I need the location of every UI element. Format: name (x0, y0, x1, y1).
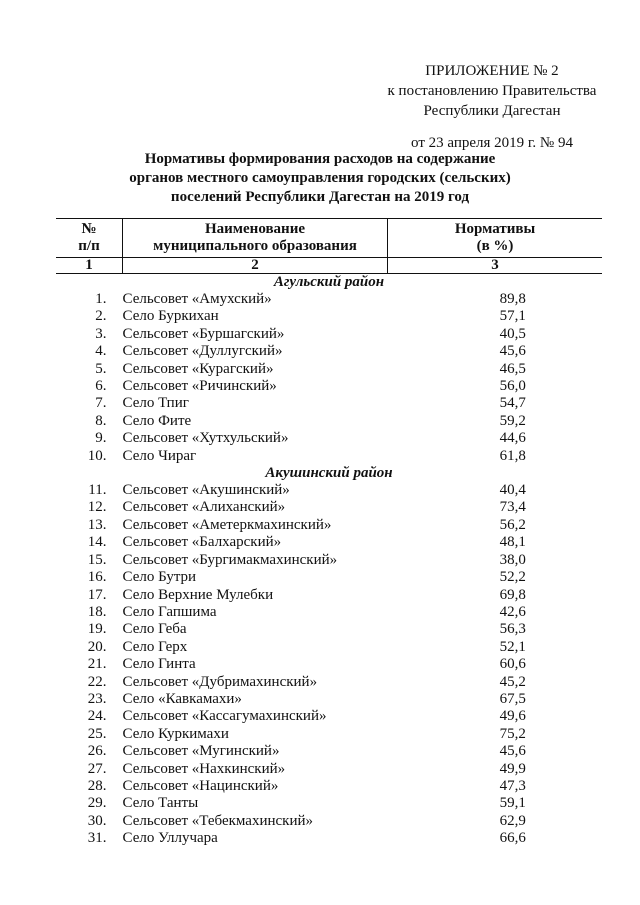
row-number: 31. (87, 830, 107, 847)
settlement-name: Сельсовет «Кассагумахинский» (122, 708, 327, 725)
settlement-name: Село Геба (122, 621, 187, 638)
norm-value: 44,6 (499, 430, 526, 447)
settlement-name: Село «Кавкамахи» (122, 690, 242, 707)
settlement-name: Сельсовет «Тебекмахинский» (122, 812, 314, 829)
norm-value: 60,6 (499, 656, 526, 673)
settlement-name: Сельсовет «Аметеркмахинский» (122, 516, 332, 533)
table-row (56, 413, 602, 430)
title-line-2: органов местного самоуправления городских (сельских) (129, 170, 511, 186)
title-line-3: поселений Республики Дагестан на 2019 год (170, 189, 470, 205)
settlement-name: Село Бутри (122, 569, 197, 586)
header-number-line-1: № (81, 221, 97, 237)
header-number (56, 219, 123, 258)
appendix-reference: к постановлению Правительства (387, 83, 597, 99)
table-row (56, 674, 602, 691)
settlement-name: Сельсовет «Мугинский» (122, 743, 280, 760)
norm-value: 61,8 (499, 447, 526, 464)
table-row (56, 517, 602, 534)
header-name-line-1: Наименование (205, 221, 305, 237)
table-row (56, 621, 602, 638)
column-number-1: 1 (56, 258, 123, 274)
table-row (56, 552, 602, 569)
row-number: 15. (87, 551, 107, 568)
row-number: 12. (87, 499, 107, 516)
table-row (56, 795, 602, 812)
norm-value: 66,6 (499, 830, 526, 847)
norm-value: 46,5 (499, 360, 526, 377)
row-number: 24. (87, 708, 107, 725)
header-norm-line-1: Нормативы (454, 221, 536, 237)
row-number: 11. (88, 482, 107, 499)
column-numbers-row (56, 258, 602, 274)
table-row (56, 378, 602, 395)
row-number: 30. (87, 812, 107, 829)
norms-table (56, 218, 602, 848)
settlement-name: Село Герх (122, 638, 188, 655)
settlement-name: Сельсовет «Алиханский» (122, 499, 286, 516)
row-number: 21. (87, 656, 107, 673)
table-row (56, 291, 602, 308)
table-row (56, 639, 602, 656)
table-row (56, 691, 602, 708)
settlement-name: Село Верхние Мулебки (122, 586, 274, 603)
row-number: 5. (95, 360, 107, 377)
table-row (56, 430, 602, 447)
table-row (56, 569, 602, 586)
row-number: 18. (87, 603, 107, 620)
row-number: 1. (95, 291, 107, 307)
settlement-name: Сельсовет «Ричинский» (122, 378, 277, 395)
row-number: 16. (87, 569, 107, 586)
settlement-name: Сельсовет «Бургимакмахинский» (122, 551, 338, 568)
table-row (56, 361, 602, 378)
table-row (56, 482, 602, 499)
settlement-name: Сельсовет «Балхарский» (122, 534, 282, 551)
settlement-name: Село Танты (122, 795, 199, 812)
norm-value: 67,5 (499, 690, 526, 707)
settlement-name: Село Гинта (122, 656, 196, 673)
row-number: 19. (87, 621, 107, 638)
norm-value: 75,2 (499, 725, 526, 742)
norm-value: 45,6 (499, 343, 526, 360)
settlement-name: Сельсовет «Нахкинский» (122, 760, 286, 777)
table-row (56, 343, 602, 360)
table-row (56, 778, 602, 795)
row-number: 23. (87, 690, 107, 707)
settlement-name: Село Тпиг (122, 395, 189, 412)
header-number-line-2: п/п (78, 238, 100, 254)
row-number: 28. (87, 777, 107, 794)
row-number: 4. (95, 343, 107, 360)
row-number: 27. (87, 760, 107, 777)
table-row (56, 813, 602, 830)
district-row (56, 465, 602, 482)
row-number: 10. (87, 447, 107, 464)
table-row (56, 726, 602, 743)
settlement-name: Село Фите (122, 412, 192, 429)
norm-value: 73,4 (499, 499, 526, 516)
row-number: 22. (87, 673, 107, 690)
district-heading: Акушинский район (265, 465, 393, 482)
table-row (56, 308, 602, 325)
row-number: 2. (95, 308, 107, 325)
table-row (56, 830, 602, 847)
norm-value: 56,0 (499, 378, 526, 395)
norm-value: 49,6 (499, 708, 526, 725)
settlement-name: Сельсовет «Курагский» (122, 360, 274, 377)
settlement-name: Сельсовет «Дубримахинский» (122, 673, 318, 690)
norm-value: 45,2 (499, 673, 526, 690)
header-norm (388, 219, 603, 258)
table-row (56, 326, 602, 343)
row-number: 25. (87, 725, 107, 742)
norm-value: 52,1 (499, 638, 526, 655)
row-number: 29. (87, 795, 107, 812)
row-number: 20. (87, 638, 107, 655)
table-row (56, 395, 602, 412)
norm-value: 89,8 (499, 291, 526, 307)
appendix-label: ПРИЛОЖЕНИЕ № 2 (425, 63, 559, 79)
table-row (56, 743, 602, 760)
norm-value: 57,1 (499, 308, 526, 325)
table-row (56, 656, 602, 673)
header-name-line-2: муниципального образования (153, 238, 357, 254)
table-row (56, 587, 602, 604)
settlement-name: Сельсовет «Акушинский» (122, 482, 290, 499)
row-number: 14. (87, 534, 107, 551)
norm-value: 45,6 (499, 743, 526, 760)
settlement-name: Сельсовет «Нацинский» (122, 777, 279, 794)
settlement-name: Сельсовет «Амухский» (122, 291, 272, 307)
norm-value: 48,1 (499, 534, 526, 551)
norm-value: 59,1 (499, 795, 526, 812)
header-norm-line-2: (в %) (476, 238, 514, 254)
settlement-name: Село Чираг (122, 447, 197, 464)
settlement-name: Село Буркихан (122, 308, 219, 325)
norm-value: 56,2 (499, 516, 526, 533)
settlement-name: Село Гапшима (122, 603, 217, 620)
appendix-date: от 23 апреля 2019 г. № 94 (411, 135, 573, 151)
column-number-2: 2 (123, 258, 388, 274)
row-number: 3. (95, 325, 107, 342)
table-row (56, 534, 602, 551)
settlement-name: Сельсовет «Дуллугский» (122, 343, 283, 360)
row-number: 6. (95, 378, 107, 395)
table-row (56, 761, 602, 778)
norm-value: 56,3 (499, 621, 526, 638)
settlement-name: Сельсовет «Буршагский» (122, 325, 285, 342)
settlement-name: Село Уллучара (122, 830, 218, 847)
header-name (123, 219, 388, 258)
appendix-republic: Республики Дагестан (423, 103, 561, 119)
row-number: 8. (95, 412, 107, 429)
row-number: 26. (87, 743, 107, 760)
table-row (56, 448, 602, 465)
norm-value: 40,5 (499, 325, 526, 342)
norms-table-wrapper (56, 218, 600, 848)
district-row (56, 274, 602, 292)
document-title (40, 150, 600, 207)
column-number-3: 3 (388, 258, 603, 274)
norm-value: 59,2 (499, 412, 526, 429)
norm-value: 54,7 (499, 395, 526, 412)
norm-value: 40,4 (499, 482, 526, 499)
table-header-row (56, 219, 602, 258)
settlement-name: Село Куркимахи (122, 725, 229, 742)
norm-value: 38,0 (499, 551, 526, 568)
row-number: 17. (87, 586, 107, 603)
row-number: 9. (95, 430, 107, 447)
norm-value: 52,2 (499, 569, 526, 586)
title-line-1: Нормативы формирования расходов на содержание (144, 151, 496, 167)
norm-value: 47,3 (499, 777, 526, 794)
row-number: 7. (95, 395, 107, 412)
row-number: 13. (87, 516, 107, 533)
district-heading: Агульский район (273, 274, 385, 290)
norm-value: 42,6 (499, 603, 526, 620)
settlement-name: Сельсовет «Хутхульский» (122, 430, 289, 447)
norm-value: 49,9 (499, 760, 526, 777)
table-row (56, 604, 602, 621)
norm-value: 69,8 (499, 586, 526, 603)
table-body (56, 258, 602, 848)
table-row (56, 708, 602, 725)
appendix-block (372, 61, 612, 153)
table-row (56, 499, 602, 516)
norm-value: 62,9 (499, 812, 526, 829)
